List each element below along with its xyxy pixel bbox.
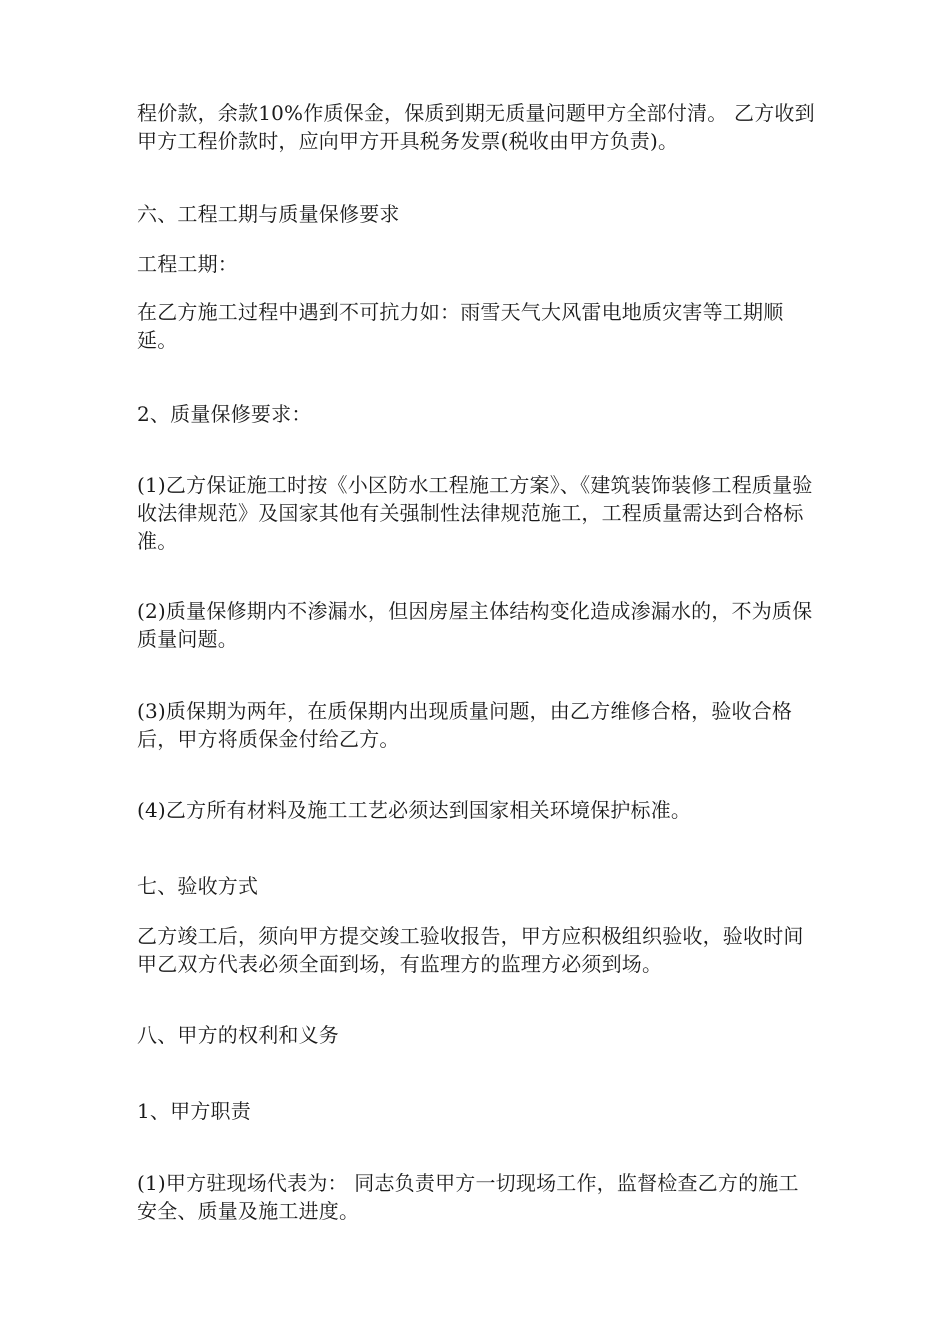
paragraph-payment-terms: 程价款，余款10%作质保金，保质到期无质量问题甲方全部付清。 乙方收到甲方工程价款时，应向甲方开具税务发票(税收由甲方负责)。 (137, 101, 815, 153)
paragraph-warranty-item-1: (1)乙方保证施工时按《小区防水工程施工方案》、《建筑装饰装修工程质量验收法律规范》及国家其他有关强制性法律规范施工，工程质量需达到合格标准。 (137, 473, 813, 553)
paragraph-warranty-item-3: (3)质保期为两年，在质保期内出现质量问题，由乙方维修合格，验收合格后，甲方将质保金付给乙方。 (137, 699, 793, 751)
paragraph-warranty-item-2: (2)质量保修期内不渗漏水，但因房屋主体结构变化造成渗漏水的，不为质保质量问题。 (137, 599, 813, 651)
heading-schedule-warranty: 六、工程工期与质量保修要求 (137, 202, 400, 226)
subheading-warranty-requirements: 2、质量保修要求： (137, 402, 312, 426)
paragraph-force-majeure: 在乙方施工过程中遇到不可抗力如：雨雪天气大风雷电地质灾害等工期顺延。 (137, 300, 784, 352)
heading-party-a-rights: 八、甲方的权利和义务 (137, 1023, 339, 1047)
paragraph-warranty-item-4: (4)乙方所有材料及施工工艺必须达到国家相关环境保护标准。 (137, 798, 692, 822)
heading-acceptance-method: 七、验收方式 (137, 874, 259, 898)
paragraph-acceptance-procedure: 乙方竣工后，须向甲方提交竣工验收报告，甲方应积极组织验收，验收时间甲乙双方代表必须全面到场，有监理方的监理方必须到场。 (137, 924, 804, 976)
subheading-party-a-duties: 1、甲方职责 (137, 1099, 251, 1123)
paragraph-party-a-duty-1: (1)甲方驻现场代表为： 同志负责甲方一切现场工作，监督检查乙方的施工安全、质量及施工进度。 (137, 1171, 799, 1223)
subheading-construction-period: 工程工期： (137, 252, 238, 276)
